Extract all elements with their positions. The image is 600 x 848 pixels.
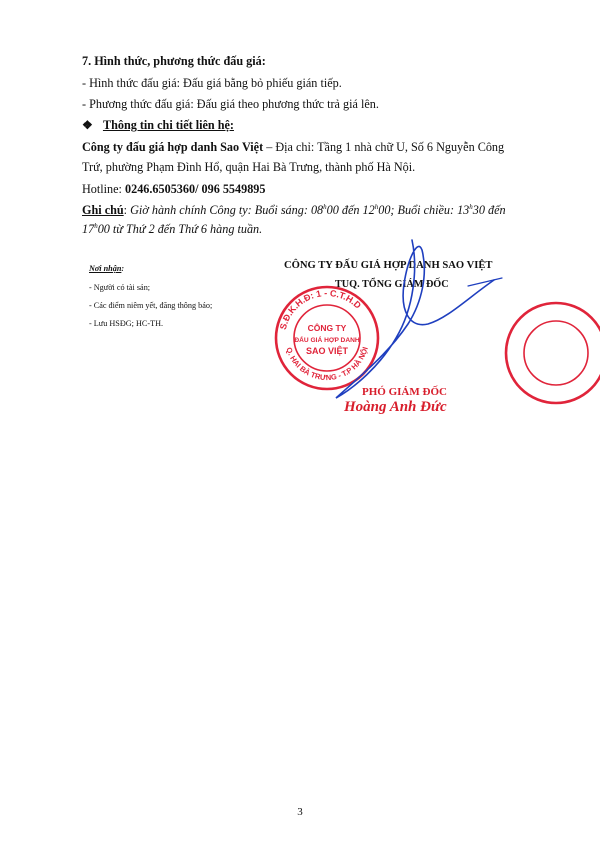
recipient-item: - Người có tài sản;: [89, 283, 151, 292]
seal-ring-text: S.Đ.K.H.Đ: 1 - C.T.H.D: [277, 287, 364, 331]
address-part-1: – Địa chỉ: Tầng 1 nhà chữ U, Số 6 Nguyễn Công: [263, 140, 505, 154]
hotline-label: Hotline:: [82, 182, 125, 196]
auction-form-line: - Hình thức đấu giá: Đấu giá bằng bỏ phiếu gián tiếp.: [82, 76, 342, 90]
contact-heading: Thông tin chi tiết liên hệ:: [102, 118, 234, 132]
on-behalf-title: TUQ. TỔNG GIÁM ĐỐC: [335, 279, 449, 290]
hotline-value: 0246.6505360/ 096 5549895: [125, 182, 266, 196]
seal-line-1: CÔNG TY: [307, 323, 347, 333]
hotline-line: [82, 182, 266, 197]
company-address-line-2: Trứ, phường Phạm Đình Hổ, quận Hai Bà Trưng, thành phố Hà Nội.: [82, 160, 416, 174]
recipient-item: - Các điểm niêm yết, đăng thông báo;: [89, 301, 213, 310]
diamond-bullet-icon: ❖: [82, 118, 93, 132]
recipient-item: - Lưu HSĐG; HC-TH.: [89, 319, 164, 328]
page-number: 3: [297, 806, 303, 818]
seal-line-2: ĐẤU GIÁ HỢP DANH: [294, 337, 360, 344]
signing-company: CÔNG TY ĐẤU GIÁ HỢP DANH SAO VIỆT: [284, 260, 493, 271]
note-line-1: Ghi chú: Giờ hành chính Công ty: Buổi sáng: 08$^h$00 đến 12$^h$00; Buổi chiều: 13$^h$30 đến: [82, 203, 506, 217]
seal-ring-bottom-text: Q. HAI BÀ TRƯNG - T.P HÀ NỘI: [284, 345, 370, 383]
signer-name: Hoàng Anh Đức: [344, 399, 447, 415]
recipients-heading: Nơi nhận:: [89, 264, 125, 273]
contact-heading-row: [82, 118, 234, 133]
auction-method-line: - Phương thức đấu giá: Đấu giá theo phương thức trả giá lên.: [82, 97, 379, 111]
company-name: Công ty đấu giá hợp danh Sao Việt: [82, 140, 264, 154]
note-label: Ghi chú: [82, 203, 124, 217]
partial-seal-icon: [500, 298, 600, 408]
company-address-line-1: [82, 140, 504, 155]
seal-line-3: SAO VIỆT: [305, 346, 349, 356]
handwritten-signature-icon: [318, 228, 514, 406]
section-7-heading: 7. Hình thức, phương thức đấu giá:: [82, 54, 266, 68]
note-line-2: 17$^h$00 từ Thứ 2 đến Thứ 6 hàng tuần.: [82, 222, 263, 236]
deputy-director-title: PHÓ GIÁM ĐỐC: [362, 386, 447, 398]
recipients-label: Nơi nhận: [89, 264, 122, 273]
